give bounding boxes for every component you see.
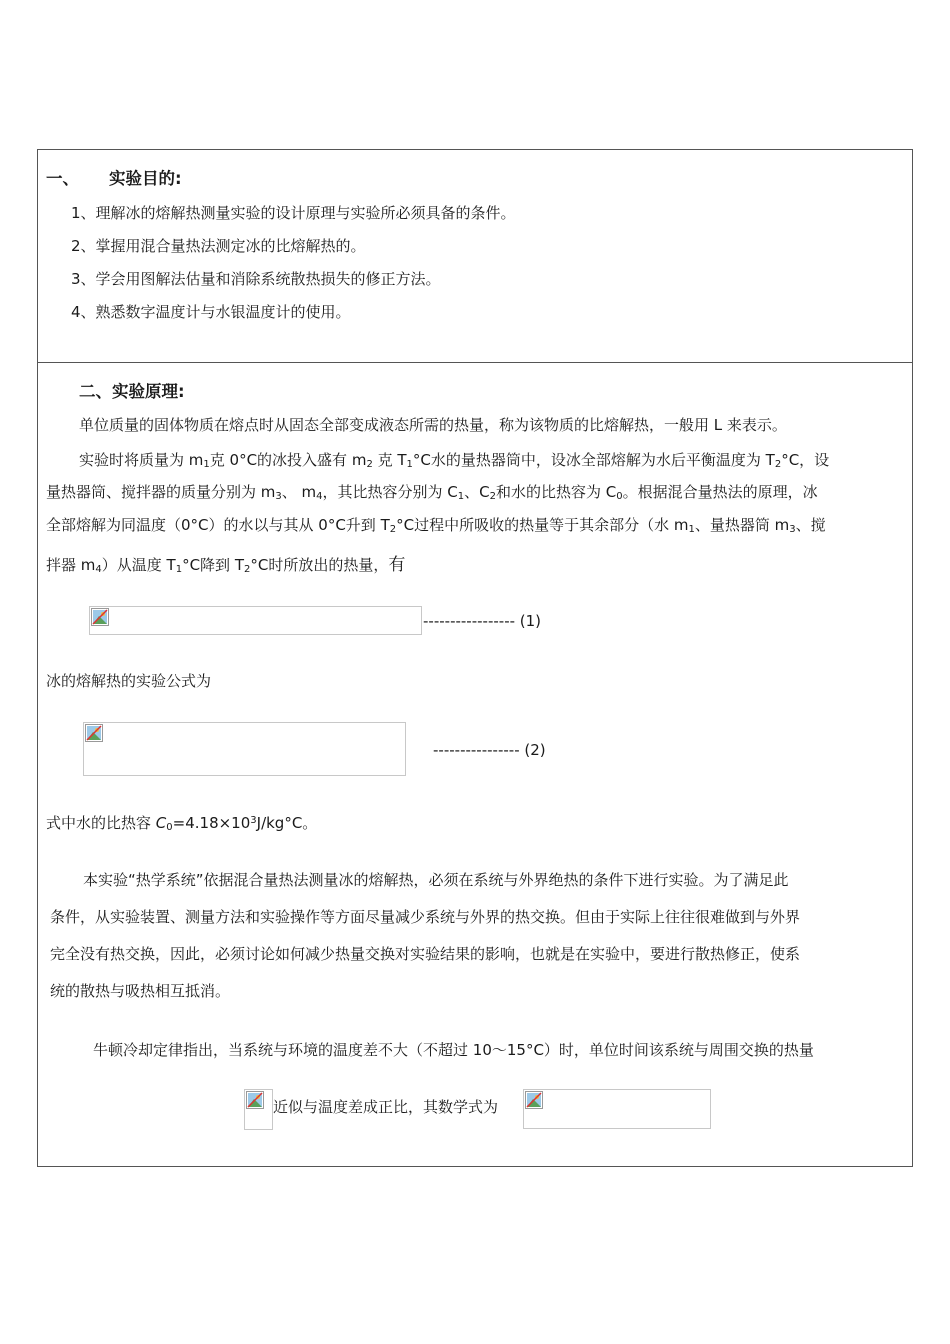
newton-cooling-formula-image [523,1089,711,1129]
objectives-heading-number: 一、 [46,169,79,188]
principle-heading: 二、实验原理: [79,382,185,401]
objective-item-4: 4、熟悉数字温度计与水银温度计的使用。 [71,303,351,321]
objective-item-2: 2、掌握用混合量热法测定冰的比熔解热的。 [71,237,366,255]
formula-label: 冰的熔解热的实验公式为 [46,672,212,690]
objective-item-1: 1、理解冰的熔解热测量实验的设计原理与实验所必须具备的条件。 [71,204,516,222]
principle-paragraph-3-line-4: 统的散热与吸热相互抵消。 [50,982,231,1000]
broken-image-icon [91,608,109,626]
principle-paragraph-3-line-2: 条件，从实验装置、测量方法和实验操作等方面尽量减少系统与外界的热交换。但由于实际上往往很难做到与外界 [50,908,801,926]
heat-exchange-image [244,1089,273,1130]
broken-image-icon [525,1091,543,1109]
equation-1-image [89,606,422,635]
newton-cooling-continuation: 近似与温度差成正比，其数学式为 [273,1098,499,1116]
principle-paragraph-2-line-2: 量热器筒、搅拌器的质量分别为 $m_3$、 $m_4$，其比热容分别为 $C_1$、$C_2$和水的比热容为 $C_0$。根据混合量热法的原理，冰 [46,483,818,502]
principle-paragraph-2-line-3: 全部熔解为同温度（0°C）的水以与其从 0°C升到 $T_2^\circ C$过程中所吸收的热量等于其余部分（水 $m_1$、量热器筒 $m_3$、搅 [46,516,826,535]
principle-paragraph-3-line-3: 完全没有热交换，因此，必须讨论如何减少热量交换对实验结果的影响，也就是在实验中，要进行散热修正，使系 [50,945,801,963]
principle-paragraph-1: 单位质量的固体物质在熔点时从固态全部变成液态所需的热量，称为该物质的比熔解热，一般用 L 来表示。 [79,416,787,434]
broken-image-icon [246,1091,264,1109]
newton-cooling-paragraph: 牛顿冷却定律指出，当系统与环境的温度差不大（不超过 10～15°C）时，单位时间该系统与周围交换的热量 [93,1041,814,1059]
objectives-heading-text: 实验目的: [109,169,182,188]
water-specific-heat: 式中水的比热容 $C_0=4.18\times 10^3J/kg^\circ C$。 [46,814,318,833]
principle-paragraph-2-line-4: 拌器 $m_4$）从温度 $T_1^\circ C$降到 $T_2^\circ C$时所放出的热量，有 [46,555,406,575]
objectives-heading [46,165,182,189]
equation-1-number: ----------------- (1) [423,612,542,630]
objective-item-3: 3、学会用图解法估量和消除系统散热损失的修正方法。 [71,270,441,288]
principle-paragraph-3-line-1: 本实验“热学系统”依据混合量热法测量冰的熔解热，必须在系统与外界绝热的条件下进行实验。为了满足此 [83,871,789,889]
equation-2-image [83,722,406,776]
equation-2-number: ---------------- (2) [433,741,546,759]
principle-paragraph-2-line-1: 实验时将质量为 $m_1$克 0°C的冰投入盛有 $m_2$ 克 $T_1^\circ C$水的量热器筒中，设冰全部熔解为水后平衡温度为 $T_2^\circ C$，设 [79,451,830,470]
broken-image-icon [85,724,103,742]
